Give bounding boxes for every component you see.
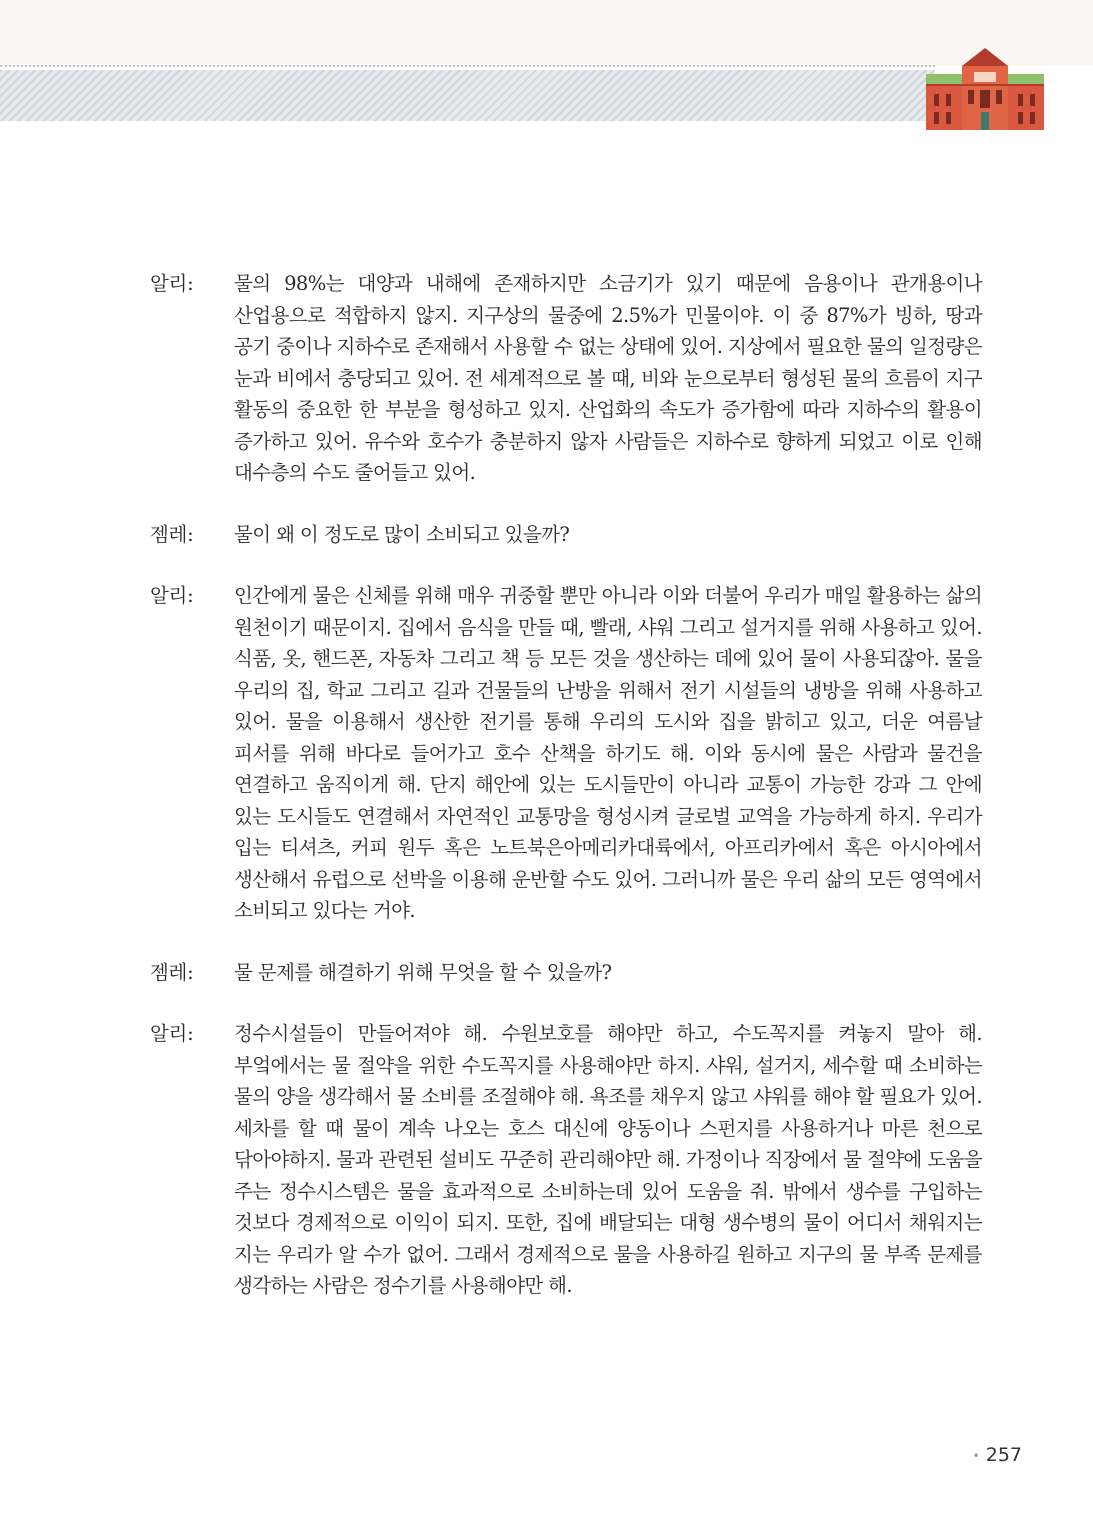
speaker-label: 젬레: [150, 960, 194, 984]
header-dotted-line [0, 65, 935, 67]
dialogue [150, 268, 982, 1332]
dialogue-turn [150, 268, 982, 489]
dialogue-turn [150, 519, 982, 551]
dialogue-text: 물이 왜 이 정도로 많이 소비되고 있을까? [234, 522, 570, 546]
dialogue-turn [150, 1018, 982, 1302]
speaker-label: 알리: [150, 584, 194, 607]
dialogue-text: 물의 98%는 대양과 내해에 존재하지만 소금기가 있기 때문에 음용이나 관개용이나 산업용으로 적합하지 않지. 지구상의 물중에 2.5%가 민물이야. 이 중 87%가 빙하, 땅과 공기 중이나 지하수로 존재해서 사용할 수 없는 상태에 있어. 지상에서 필요한 물의 일정량은 눈과 비에서 충당되고 있어. 전 세계적으로 볼 때, 비와 눈으로부터 형성된 물의 흐름이 지구 활동의 중요한 한 부분을 형성하고 있지. 산업화의 속도가 증가함에 따라 지하수의 활용이 증가하고 있어. 유수와 호수가 충분하지 않자 사람들은 지하수로 향하게 되었고 이로 인해 대수층의 수도 줄어들고 있어. [234, 272, 982, 484]
brick-building-icon [922, 44, 1048, 132]
dialogue-text: 인간에게 물은 신체를 위해 매우 귀중할 뿐만 아니라 이와 더불어 우리가 매일 활용하는 삶의 원천이기 때문이지. 집에서 음식을 만들 때, 빨래, 샤워 그리고 설거지를 위해 사용하고 있어. 식품, 옷, 핸드폰, 자동차 그리고 책 등 모든 것을 생산하는 데에 있어 물이 사용되잖아. 물을 우리의 집, 학교 그리고 길과 건물들의 난방을 위해서 전기 시설들의 냉방을 위해 사용하고 있어. 물을 이용해서 생산한 전기를 통해 우리의 도시와 집을 밝히고 있고, 더운 여름날 피서를 위해 바다로 들어가고 호수 산책을 하기도 해. 이와 동시에 물은 사람과 물건을 연결하고 움직이게 해. 단지 해안에 있는 도시들만이 아니라 교통이 가능한 강과 그 안에 있는 도시들도 연결해서 자연적인 교통망을 형성시켜 글로벌 교역을 가능하게 하지. 우리가 입는 티셔츠, 커피 원두 혹은 노트북은아메리카대륙에서, 아프리카에서 혹은 아시아에서 생산해서 유럽으로 선박을 이용해 운반할 수도 있어. 그러니까 물은 우리 삶의 모든 영역에서 소비되고 있다는 거야. [234, 584, 982, 922]
dialogue-turn [150, 580, 982, 927]
speaker-label: 알리: [150, 1022, 194, 1045]
page-header [0, 0, 1093, 122]
bullet-dot-icon: • [972, 1448, 980, 1463]
speaker-label: 알리: [150, 272, 194, 295]
dialogue-turn [150, 957, 982, 989]
dialogue-text: 정수시설들이 만들어져야 해. 수원보호를 해야만 하고, 수도꼭지를 켜놓지 말아 해. 부엌에서는 물 절약을 위한 수도꼭지를 사용해야만 하지. 샤워, 설거지, 세수할 때 소비하는 물의 양을 생각해서 물 소비를 조절해야 해. 욕조를 채우지 않고 샤워를 해야 할 필요가 있어. 세차를 할 때 물이 계속 나오는 호스 대신에 양동이나 스펀지를 사용하거나 마른 천으로 닦아야하지. 물과 관련된 설비도 꾸준히 관리해야만 해. 가정이나 직장에서 물 절약에 도움을 주는 정수시스템은 물을 효과적으로 소비하는데 있어 도움을 줘. 밖에서 생수를 구입하는 것보다 경제적으로 이익이 되지. 또한, 집에 배달되는 대형 생수병의 물이 어디서 채워지는 지는 우리가 알 수가 없어. 그래서 경제적으로 물을 사용하길 원하고 지구의 물 부족 문제를 생각하는 사람은 정수기를 사용해야만 해. [234, 1022, 982, 1297]
page-number-value: 257 [985, 1444, 1022, 1466]
dialogue-text: 물 문제를 해결하기 위해 무엇을 할 수 있을까? [234, 960, 612, 984]
speaker-label: 젬레: [150, 522, 194, 546]
header-stripes [0, 70, 935, 121]
page-number [960, 1444, 1022, 1466]
